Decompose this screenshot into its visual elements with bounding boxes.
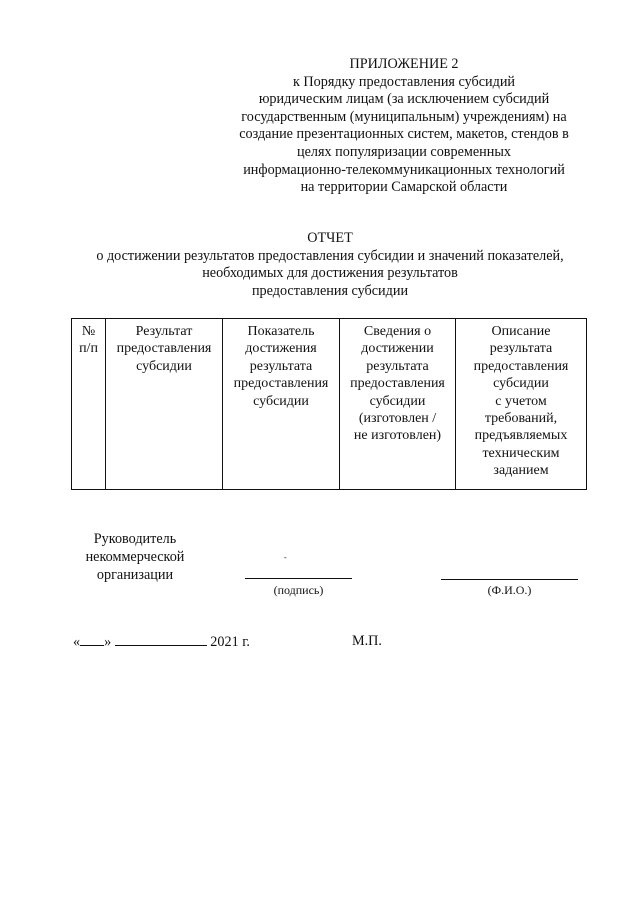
header-text: результата — [489, 341, 553, 357]
header-text: субсидии — [369, 393, 426, 409]
header-text: достижении — [361, 341, 434, 357]
report-subtitle-line: о достижении результатов предоставления субсидии и значений показателей, — [96, 247, 564, 264]
day-blank[interactable] — [80, 633, 104, 646]
quote-close: » — [104, 634, 112, 650]
dash-mark: - — [284, 553, 287, 562]
appendix-line: информационно-телекоммуникационных технологий — [243, 161, 565, 178]
appendix-header — [218, 56, 590, 197]
header-text: требований, — [484, 411, 558, 427]
header-text: Сведения о — [363, 324, 432, 339]
signatory-line: Руководитель — [93, 531, 177, 547]
header-text: субсидии — [136, 358, 192, 374]
report-title: ОТЧЕТ — [307, 230, 353, 246]
date-row — [73, 633, 250, 651]
signatory-line: организации — [96, 567, 174, 583]
header-cell-info — [340, 319, 456, 490]
header-text: техническим — [482, 445, 560, 461]
header-cell-number — [72, 319, 106, 490]
report-subtitle-line: необходимых для достижения результатов — [202, 265, 458, 282]
signatory-line: некоммерческой — [85, 549, 185, 565]
header-text: с учетом — [495, 393, 547, 409]
header-text: Описание — [491, 324, 551, 339]
header-text: субсидии — [253, 393, 309, 409]
table-row — [72, 319, 587, 490]
header-text: № — [81, 324, 96, 339]
name-line[interactable] — [441, 579, 578, 580]
name-caption: (Ф.И.О.) — [487, 583, 532, 597]
appendix-line: ПРИЛОЖЕНИЕ 2 — [349, 56, 459, 72]
appendix-line: к Порядку предоставления субсидий — [292, 73, 516, 90]
header-cell-description — [456, 319, 587, 490]
header-text: предоставления — [350, 376, 445, 392]
report-table — [71, 318, 587, 490]
header-text: результата — [366, 358, 429, 374]
header-cell-result — [106, 319, 223, 490]
month-blank[interactable] — [115, 633, 207, 646]
quote-open: « — [73, 634, 81, 650]
header-text: Показатель — [247, 324, 315, 339]
appendix-line: создание презентационных систем, макетов, стендов в — [239, 126, 569, 143]
appendix-line: на территории Самарской области — [300, 179, 508, 196]
appendix-line: юридическим лицам (за исключением субсидий — [258, 91, 550, 108]
header-text: Результат — [135, 324, 193, 339]
appendix-line: государственным (муниципальным) учреждениям) на — [241, 108, 567, 125]
year-text: 2021 г. — [210, 634, 250, 650]
header-text: не изготовлен) — [353, 428, 442, 444]
header-text: предъявляемых — [474, 428, 568, 444]
stamp-place: М.П. — [352, 633, 382, 649]
header-text: предоставления — [233, 376, 329, 392]
header-cell-indicator — [223, 319, 340, 490]
report-heading — [60, 230, 600, 300]
header-text: результата — [249, 358, 313, 374]
header-text: п/п — [79, 341, 98, 357]
header-text: предоставления — [116, 341, 212, 357]
appendix-line: целях популяризации современных — [297, 143, 511, 160]
header-text: (изготовлен / — [358, 411, 437, 427]
report-subtitle-line: предоставления субсидии — [251, 282, 409, 299]
signatory-title — [70, 530, 200, 584]
header-text: субсидии — [493, 376, 549, 392]
header-text: заданием — [493, 463, 549, 479]
header-text: достижения — [245, 341, 317, 357]
signature-caption: (подпись) — [273, 583, 324, 597]
header-text: предоставления — [473, 358, 569, 374]
signature-line[interactable] — [245, 578, 352, 579]
